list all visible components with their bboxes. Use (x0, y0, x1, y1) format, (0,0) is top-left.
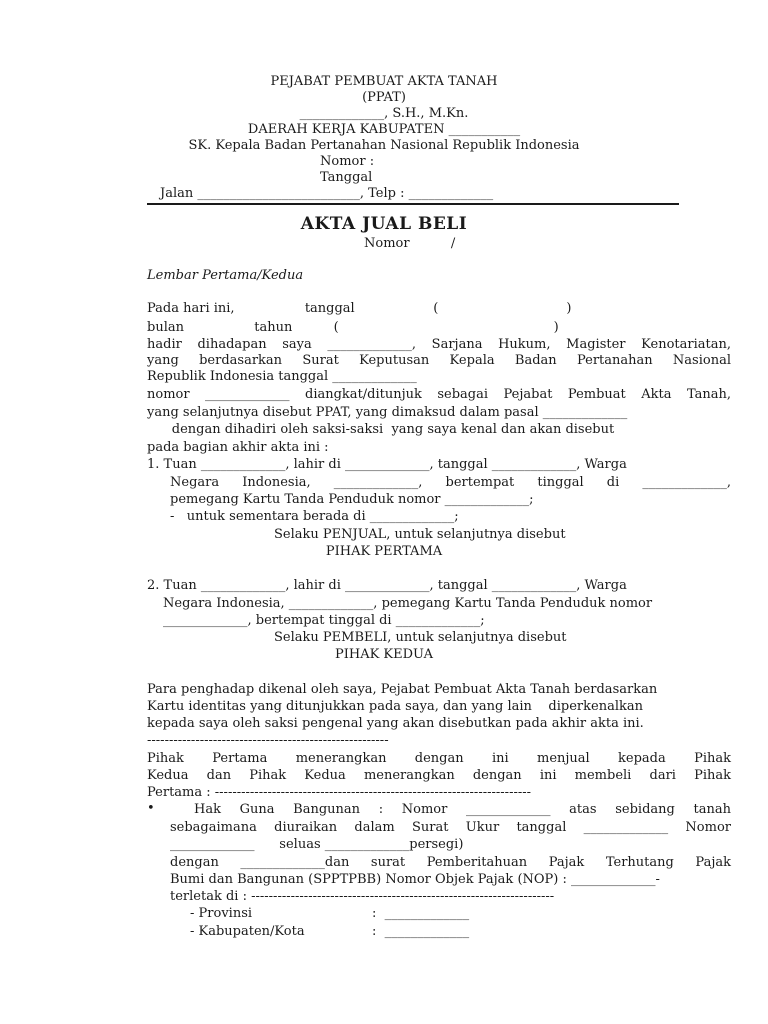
party1-designation: PIHAK PERTAMA (325, 544, 443, 559)
work-area: DAERAH KERJA KABUPATEN ___________ (247, 122, 521, 137)
province-label: - Provinsi (190, 906, 253, 921)
sale-line-2: Kedua dan Pihak Kedua menerangkan dengan ini membeli dari Pihak (147, 768, 731, 783)
decree-number: Nomor : (320, 154, 375, 169)
regency-value: : _____________ (372, 924, 470, 939)
party2-line-3: _____________, bertempat tinggal di _____________; (163, 613, 485, 628)
party2-line-1: 2. Tuan _____________, lahir di _____________, tanggal _____________, Warga (147, 578, 627, 593)
party1-line-1: 1. Tuan _____________, lahir di _____________, tanggal _____________, Warga (147, 457, 627, 472)
opening-line-6: nomor _____________ diangkat/ditunjuk sebagai Pejabat Pembuat Akta Tanah, (147, 387, 731, 402)
party1-line-3: pemegang Kartu Tanda Penduduk nomor _____________; (170, 492, 534, 507)
opening-line-3: hadir dihadapan saya _____________, Sarjana Hukum, Magister Kenotariatan, (147, 337, 731, 352)
party2-line-2: Negara Indonesia, _____________, pemegang Kartu Tanda Penduduk nomor (163, 596, 653, 611)
property-line-4: dengan _____________dan surat Pemberitahuan Pajak Terhutang Pajak (170, 855, 731, 870)
sheet-label: Lembar Pertama/Kedua (147, 268, 304, 283)
decree-line: SK. Kepala Badan Pertanahan Nasional Republik Indonesia (188, 138, 580, 153)
sale-line-1: Pihak Pertama menerangkan dengan ini menjual kepada Pihak (147, 751, 731, 766)
opening-line-2: bulan tahun ( ) (147, 320, 559, 335)
property-line-1: Hak Guna Bangunan : Nomor _____________ atas sebidang tanah (194, 802, 731, 817)
document-title: AKTA JUAL BELI (300, 214, 468, 234)
party1-line-2: Negara Indonesia, _____________, bertempat tinggal di _____________, (170, 475, 731, 490)
dash-separator: ------------------------------------------------------- (147, 733, 389, 748)
office-title: PEJABAT PEMBUAT AKTA TANAH (270, 74, 498, 89)
known-line-1: Para penghadap dikenal oleh saya, Pejabat Pembuat Akta Tanah berdasarkan (147, 682, 658, 697)
header-divider (147, 203, 679, 205)
party2-designation: PIHAK KEDUA (334, 647, 434, 662)
office-address: Jalan _________________________, Telp : _____________ (160, 186, 494, 201)
decree-date: Tanggal (320, 170, 373, 185)
document-number: Nomor / (364, 236, 456, 251)
office-abbreviation: (PPAT) (362, 90, 406, 105)
party1-line-4: - untuk sementara berada di _____________; (170, 509, 459, 524)
official-name: _____________, S.H., M.Kn. (299, 106, 469, 121)
property-line-6: terletak di : --------------------------------------------------------------------- (170, 889, 555, 904)
property-line-2: sebagaimana diuraikan dalam Surat Ukur tanggal _____________ Nomor (170, 820, 731, 835)
province-value: : _____________ (372, 906, 470, 921)
party1-role: Selaku PENJUAL, untuk selanjutnya disebut (274, 527, 566, 542)
opening-line-8: dengan dihadiri oleh saksi-saksi yang saya kenal dan akan disebut (147, 422, 615, 437)
known-line-3: kepada saya oleh saksi pengenal yang akan disebutkan pada akhir akta ini. (147, 716, 644, 731)
party2-role: Selaku PEMBELI, untuk selanjutnya disebut (274, 630, 567, 645)
opening-line-7: yang selanjutnya disebut PPAT, yang dimaksud dalam pasal _____________ (147, 405, 628, 420)
bullet-icon: • (147, 801, 155, 816)
property-line-3: _____________ seluas _____________persegi) (170, 837, 464, 852)
opening-line-1: Pada hari ini, tanggal ( ) (147, 301, 572, 316)
sale-line-3: Pertama : ------------------------------------------------------------------------ (147, 785, 532, 800)
known-line-2: Kartu identitas yang ditunjukkan pada saya, dan yang lain diperkenalkan (147, 699, 643, 714)
property-line-5: Bumi dan Bangunan (SPPTPBB) Nomor Objek Pajak (NOP) : _____________- (170, 872, 660, 887)
regency-label: - Kabupaten/Kota (190, 924, 305, 939)
opening-line-5: Republik Indonesia tanggal _____________ (147, 369, 417, 384)
opening-line-9: pada bagian akhir akta ini : (147, 440, 329, 455)
opening-line-4: yang berdasarkan Surat Keputusan Kepala Badan Pertanahan Nasional (147, 353, 731, 368)
